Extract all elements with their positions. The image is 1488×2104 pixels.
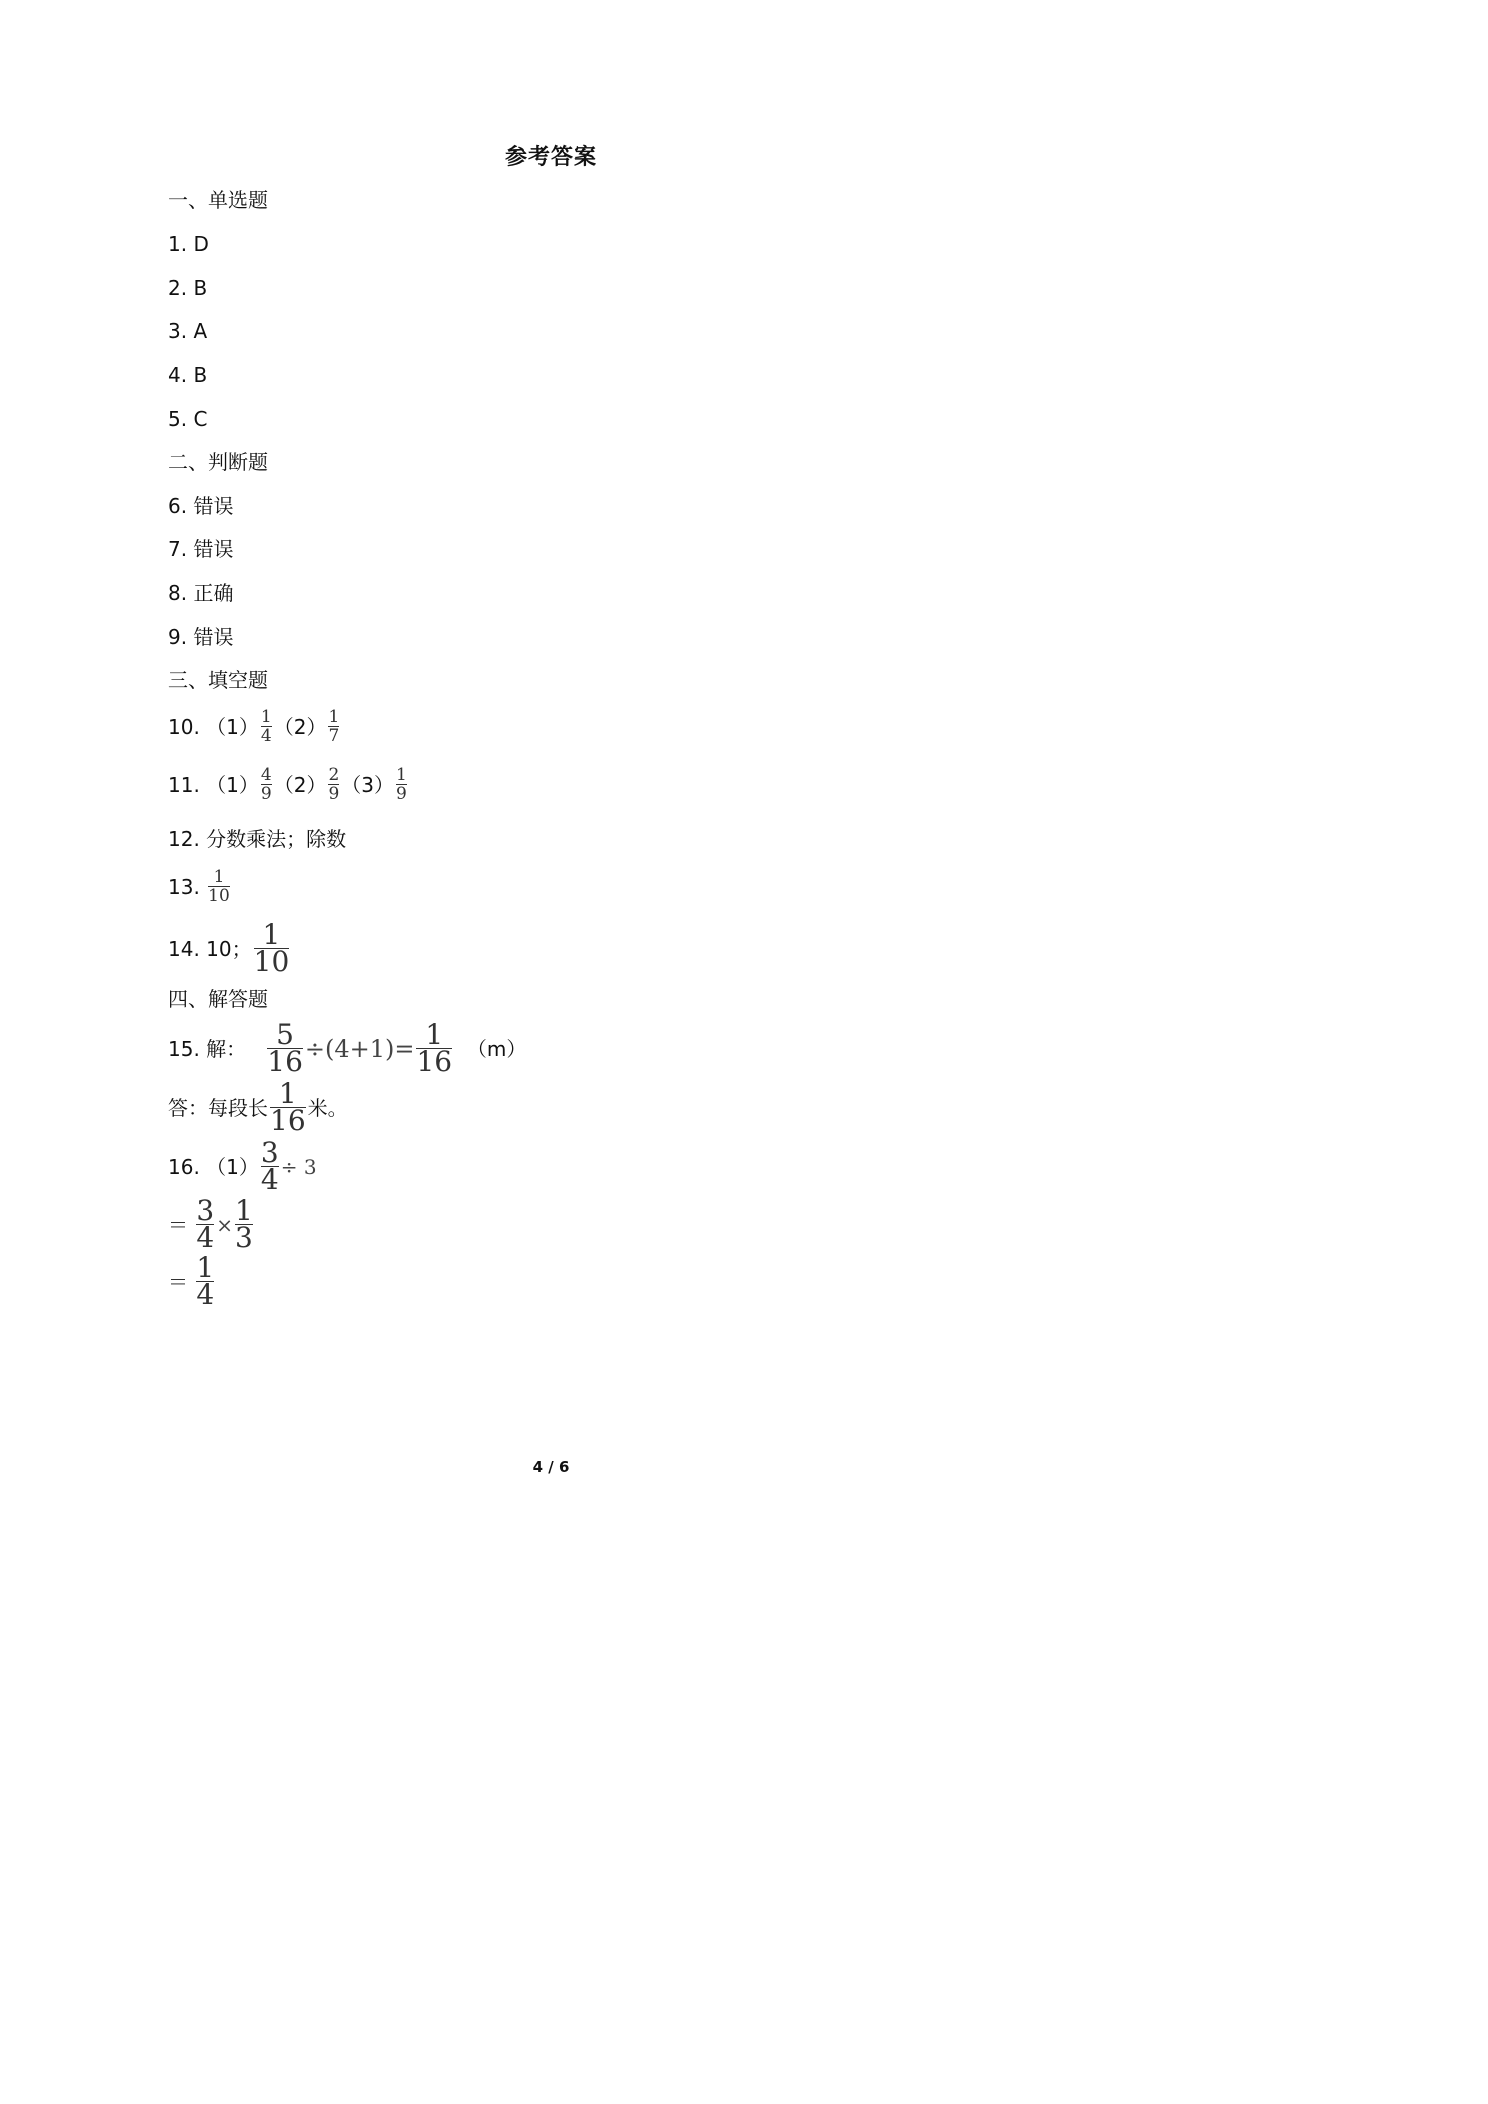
fraction: $\frac{1}{7}$ [328,707,340,746]
answer-12: 12. 分数乘法；除数 [168,827,347,851]
answer-14 [168,918,291,978]
section-heading-solutions: 四、解答题 [168,987,268,1011]
answer-16-step1 [168,1136,317,1196]
fraction: $\frac{1}{16}$ [270,1077,306,1137]
answer-5: 5. C [168,407,208,431]
conclusion-prefix: 答：每段长 [168,1095,268,1120]
fraction: $\frac{5}{16}$ [267,1018,303,1078]
fraction: $\frac{3}{4}$ [260,1136,279,1196]
answer-16-step3 [168,1251,216,1311]
fraction: $\frac{4}{9}$ [260,765,272,804]
answer-11 [168,766,409,803]
expression-operator: ÷ 3 [280,1154,317,1179]
answer-15 [168,1018,527,1078]
answer-10-part1-label: （1） [206,714,259,739]
expression-operator: ÷(4+1)= [304,1034,415,1063]
fraction: $\frac{1}{10}$ [208,867,230,906]
answer-10-part2-label: （2） [273,714,327,739]
answer-11-number: 11. [168,772,200,797]
answer-13-number: 13. [168,874,200,899]
section-heading-single-choice: 一、单选题 [168,188,268,212]
answer-3: 3. A [168,319,208,343]
fraction: $\frac{1}{10}$ [253,918,290,978]
answer-10-number: 10. [168,714,200,739]
page-title: 参考答案 [504,145,597,170]
expression-operator: × [216,1212,233,1237]
answer-6: 6. 错误 [168,494,234,518]
answer-16-number: 16. （1） [168,1154,259,1179]
answer-9: 9. 错误 [168,625,234,649]
page-number: 4 / 6 [532,1458,570,1476]
fraction: $\frac{1}{9}$ [396,765,407,804]
fraction: $\frac{1}{4}$ [196,1251,215,1311]
answer-10 [168,708,341,745]
section-heading-true-false: 二、判断题 [168,450,268,474]
answer-2: 2. B [168,276,208,300]
answer-16-step2 [168,1194,255,1254]
fraction: $\frac{2}{9}$ [328,765,340,804]
answer-8: 8. 正确 [168,581,234,605]
section-heading-fill-blank: 三、填空题 [168,668,268,692]
answer-14-text: 14. 10； [168,936,252,961]
answer-15-conclusion [168,1077,348,1137]
answer-15-label: 15. 解： [168,1036,247,1061]
answer-11-part3-label: （3） [341,772,395,797]
answer-7: 7. 错误 [168,537,234,561]
fraction: $\frac{3}{4}$ [196,1194,215,1254]
answer-13 [168,868,232,905]
fraction: $\frac{1}{3}$ [234,1194,253,1254]
fraction: $\frac{1}{4}$ [260,707,272,746]
equals-sign: ＝ [168,1269,188,1294]
equals-sign: ＝ [168,1212,188,1237]
fraction: $\frac{1}{16}$ [416,1018,453,1078]
conclusion-suffix: 米。 [307,1095,348,1120]
answer-4: 4. B [168,363,208,387]
unit-label: （m） [466,1036,527,1061]
answer-1: 1. D [168,232,209,256]
answer-11-part1-label: （1） [206,772,259,797]
answer-11-part2-label: （2） [273,772,327,797]
